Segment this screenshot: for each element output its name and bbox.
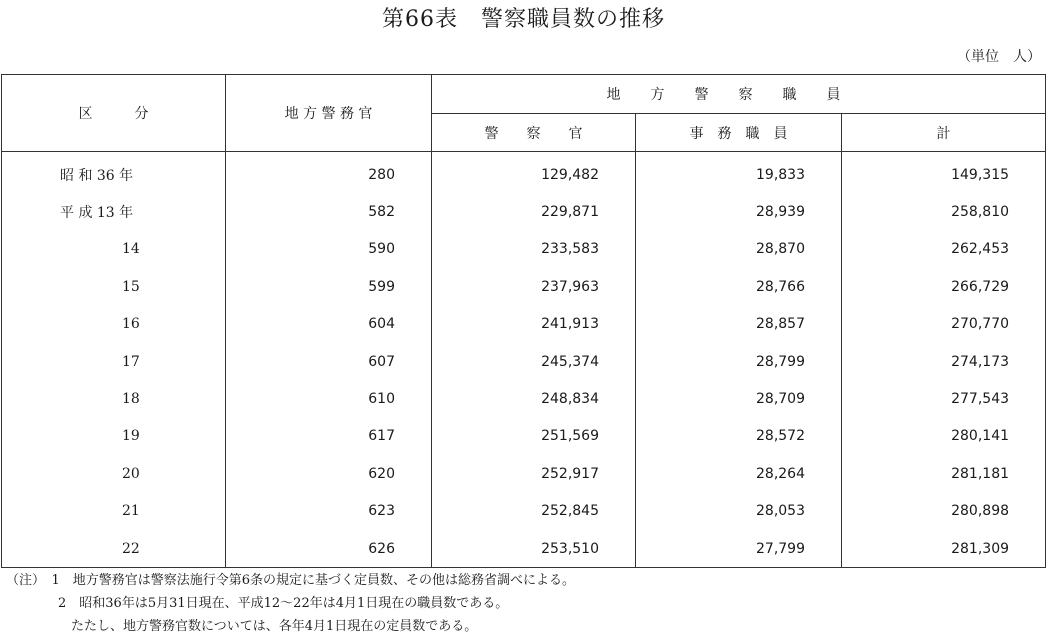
row-year: 平 成 13 年 [2, 193, 226, 230]
police-staff-table [1, 74, 1046, 568]
row-keisatsukan: 233,583 [432, 231, 636, 268]
row-year: 15 [2, 268, 226, 305]
row-chiho: 590 [226, 231, 432, 268]
header-chiho-keisatsu-shokuin: 地方警察職員 [432, 75, 1046, 114]
table-row [2, 530, 1046, 568]
header-kubun: 区 分 [2, 75, 226, 152]
footnote-1: （注） 1 地方警務官は警察法施行令第6条の規定に基づく定員数、その他は総務省調べによる。 [6, 573, 576, 588]
row-kei: 262,453 [842, 231, 1046, 268]
row-kei: 266,729 [842, 268, 1046, 305]
row-chiho: 607 [226, 343, 432, 380]
table-row [2, 193, 1046, 230]
row-chiho: 620 [226, 455, 432, 492]
table-row [2, 380, 1046, 417]
table-row [2, 268, 1046, 305]
table-row [2, 231, 1046, 268]
row-chiho: 599 [226, 268, 432, 305]
row-kei: 274,173 [842, 343, 1046, 380]
row-kei: 280,898 [842, 493, 1046, 530]
row-year: 16 [2, 306, 226, 343]
row-jimu: 28,870 [636, 231, 842, 268]
row-keisatsukan: 248,834 [432, 380, 636, 417]
row-jimu: 28,939 [636, 193, 842, 230]
header-chiho-keimukan: 地 方 警 務 官 [226, 75, 432, 152]
row-chiho: 582 [226, 193, 432, 230]
row-year: 19 [2, 418, 226, 455]
row-kei: 258,810 [842, 193, 1046, 230]
row-year: 18 [2, 380, 226, 417]
row-keisatsukan: 237,963 [432, 268, 636, 305]
table-row [2, 343, 1046, 380]
row-keisatsukan: 241,913 [432, 306, 636, 343]
row-keisatsukan: 245,374 [432, 343, 636, 380]
row-jimu: 19,833 [636, 152, 842, 194]
header-kei: 計 [842, 114, 1046, 152]
row-chiho: 610 [226, 380, 432, 417]
header-jimu-shokuin: 事 務 職 員 [636, 114, 842, 152]
row-jimu: 27,799 [636, 530, 842, 568]
row-jimu: 28,799 [636, 343, 842, 380]
row-keisatsukan: 252,845 [432, 493, 636, 530]
row-year: 14 [2, 231, 226, 268]
footnotes [6, 569, 575, 638]
row-year: 20 [2, 455, 226, 492]
row-kei: 281,181 [842, 455, 1046, 492]
table-row [2, 306, 1046, 343]
row-year: 21 [2, 493, 226, 530]
row-keisatsukan: 129,482 [432, 152, 636, 194]
row-kei: 280,141 [842, 418, 1046, 455]
row-jimu: 28,264 [636, 455, 842, 492]
row-year: 22 [2, 530, 226, 568]
row-year: 17 [2, 343, 226, 380]
table-row [2, 455, 1046, 492]
row-keisatsukan: 229,871 [432, 193, 636, 230]
table-row [2, 418, 1046, 455]
row-chiho: 617 [226, 418, 432, 455]
row-kei: 270,770 [842, 306, 1046, 343]
table-title: 第66表 警察職員数の推移 [382, 7, 665, 32]
header-keisatsukan: 警 察 官 [432, 114, 636, 152]
row-jimu: 28,053 [636, 493, 842, 530]
row-jimu: 28,857 [636, 306, 842, 343]
row-kei: 149,315 [842, 152, 1046, 194]
row-jimu: 28,709 [636, 380, 842, 417]
row-year: 昭 和 36 年 [2, 152, 226, 194]
table-row [2, 493, 1046, 530]
row-keisatsukan: 252,917 [432, 455, 636, 492]
table-row [2, 152, 1046, 194]
footnote-3: たたし、地方警務官数については、各年4月1日現在の定員数である。 [6, 619, 478, 634]
row-chiho: 623 [226, 493, 432, 530]
row-jimu: 28,572 [636, 418, 842, 455]
row-kei: 277,543 [842, 380, 1046, 417]
row-chiho: 280 [226, 152, 432, 194]
row-keisatsukan: 251,569 [432, 418, 636, 455]
row-keisatsukan: 253,510 [432, 530, 636, 568]
row-chiho: 604 [226, 306, 432, 343]
unit-label: （単位 人） [957, 49, 1041, 65]
row-kei: 281,309 [842, 530, 1046, 568]
row-chiho: 626 [226, 530, 432, 568]
row-jimu: 28,766 [636, 268, 842, 305]
footnote-2: 2 昭和36年は5月31日現在、平成12～22年は4月1日現在の職員数である。 [6, 596, 509, 611]
